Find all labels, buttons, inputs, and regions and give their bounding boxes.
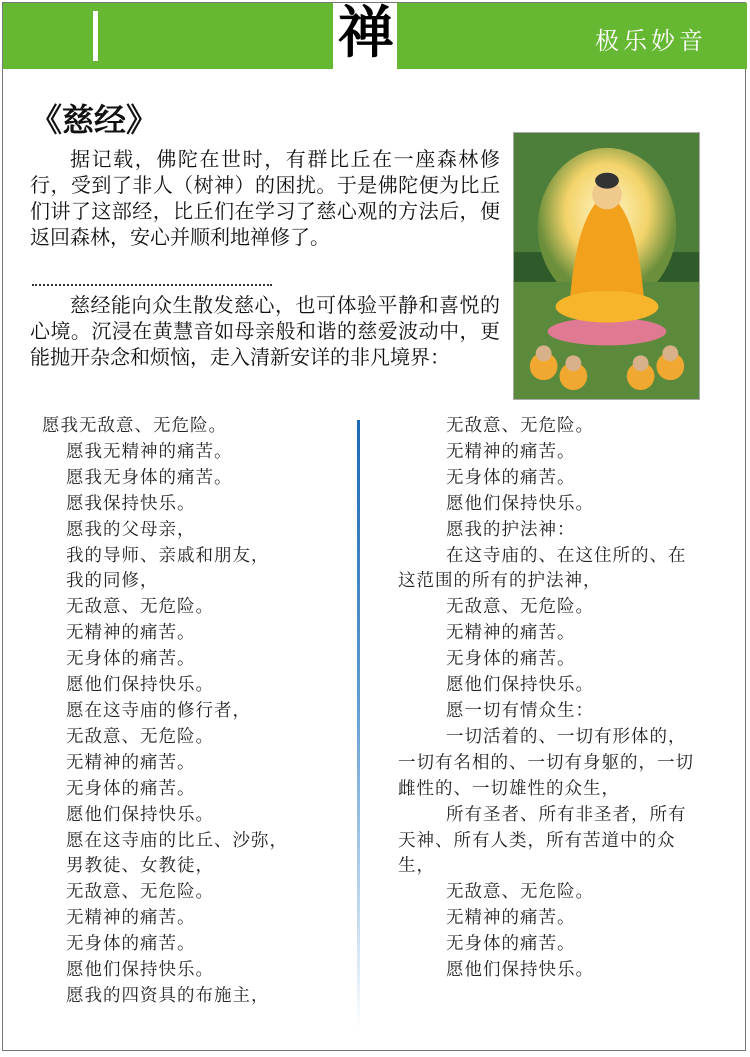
verse-line: 一切活着的、一切有形体的，一切有名相的、一切有身躯的，一切雌性的、一切雄性的众生，: [398, 726, 694, 799]
verse-line: 无精神的痛苦。: [66, 752, 196, 773]
verse-line: 无精神的痛苦。: [446, 441, 576, 462]
series-title: 极乐妙音: [595, 27, 707, 55]
verse-line: 无精神的痛苦。: [66, 908, 196, 929]
intro-paragraph-2: 慈经能向众生散发慈心，也可体验平静和喜悦的心境。沉浸在黄慧音如母亲般和谐的慈爱波动中，更能抛开杂念和烦恼，走入清新安详的非凡境界：: [30, 293, 500, 369]
verse-line: 愿我的父母亲，: [66, 519, 196, 540]
verse-line: 愿我的四资具的布施主，: [66, 985, 270, 1006]
verse-line: 所有圣者、所有非圣者，所有天神、所有人类，所有苦道中的众生，: [398, 804, 687, 877]
verse-line: 愿他们保持快乐。: [446, 960, 594, 981]
buddha-painting: [513, 132, 700, 400]
verse-line: 无敌意、无危险。: [446, 597, 594, 618]
verse-line: 无精神的痛苦。: [66, 623, 196, 644]
verse-line: 愿我的护法神：: [446, 519, 576, 540]
verse-line: 我的导师、亲戚和朋友，: [66, 545, 270, 566]
verse-line: 无敌意、无危险。: [446, 416, 594, 436]
sutra-title: 《慈经》: [30, 101, 159, 139]
verse-line: 无身体的痛苦。: [446, 467, 576, 488]
header-bar-left: [3, 3, 333, 69]
verse-line: 无身体的痛苦。: [446, 649, 576, 670]
verse-line: 愿我无敌意、无危险。: [42, 416, 227, 436]
column-divider: [357, 420, 360, 1030]
verse-line: 愿在这寺庙的修行者，: [66, 700, 251, 721]
header-bar-right: [397, 3, 747, 69]
verse-line: 无敌意、无危险。: [66, 882, 214, 903]
dotted-separator: [32, 270, 272, 286]
verse-line: 愿我无身体的痛苦。: [66, 467, 233, 488]
verse-line: 无身体的痛苦。: [66, 778, 196, 799]
verse-line: 我的同修，: [66, 571, 159, 592]
verse-column-left: [42, 414, 357, 1010]
intro-paragraph-1: 据记载，佛陀在世时，有群比丘在一座森林修行，受到了非人（树神）的困扰。于是佛陀便为比丘们讲了这部经，比丘们在学习了慈心观的方法后，便返回森林，安心并顺利地禅修了。: [30, 147, 500, 249]
verse-line: 无敌意、无危险。: [66, 597, 214, 618]
header-stripe: [93, 11, 98, 61]
verse-line: 无精神的痛苦。: [446, 623, 576, 644]
zen-calligraphy-char: 禅: [338, 0, 394, 66]
verse-line: 无精神的痛苦。: [446, 908, 576, 929]
verse-column-right: [398, 414, 703, 984]
verse-line: 无身体的痛苦。: [66, 934, 196, 955]
verse-line: 愿他们保持快乐。: [446, 675, 594, 696]
verse-line: 愿我保持快乐。: [66, 493, 196, 514]
verse-line: 男教徒、女教徒，: [66, 856, 214, 877]
verse-line: 无身体的痛苦。: [66, 649, 196, 670]
verse-line: 愿他们保持快乐。: [66, 804, 214, 825]
verse-line: 无敌意、无危险。: [446, 882, 594, 903]
verse-line: 无身体的痛苦。: [446, 934, 576, 955]
verse-line: 愿在这寺庙的比丘、沙弥，: [66, 830, 288, 851]
verse-line: 愿他们保持快乐。: [66, 675, 214, 696]
buddha-illustration: [514, 133, 699, 399]
verse-line: 愿他们保持快乐。: [66, 960, 214, 981]
verse-line: 无敌意、无危险。: [66, 726, 214, 747]
verse-line: 在这寺庙的、在这住所的、在这范围的所有的护法神，: [398, 545, 687, 592]
verse-line: 愿他们保持快乐。: [446, 493, 594, 514]
verse-line: 愿我无精神的痛苦。: [66, 441, 233, 462]
verse-line: 愿一切有情众生：: [446, 700, 594, 721]
